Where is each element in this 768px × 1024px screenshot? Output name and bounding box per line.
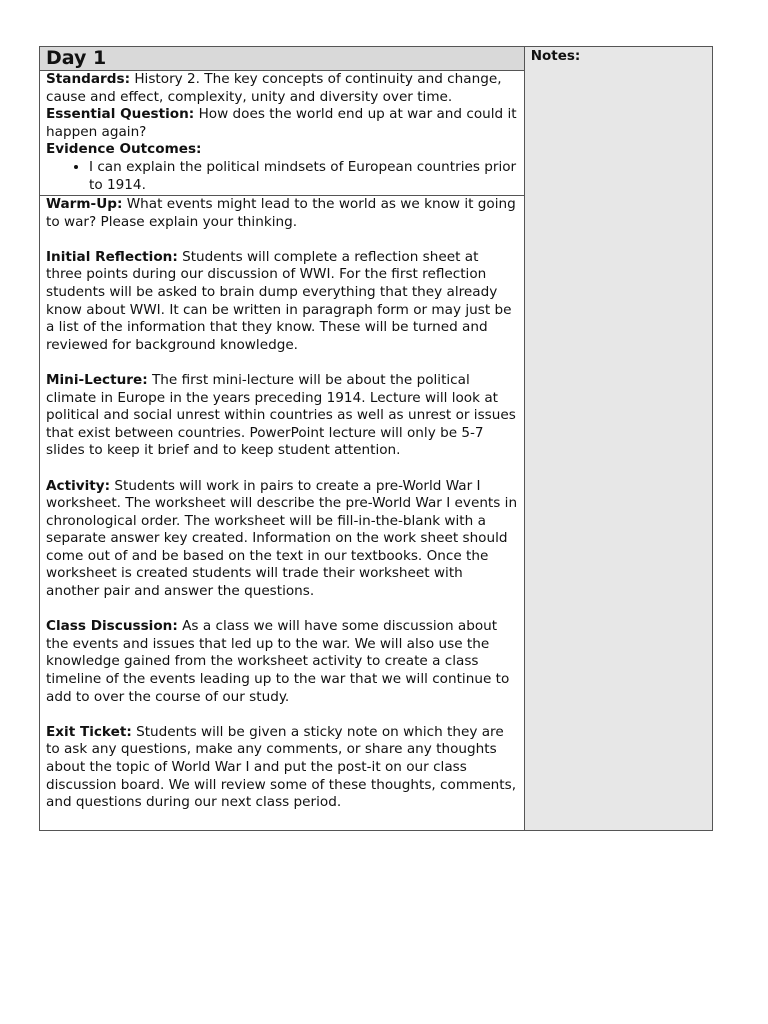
- mini-lecture-text: The first mini-lecture will be about the political climate in Europe in the years preceding 1914. Lecture will look at political and social unrest within countries as well as unrest or issues that exist between countries. PowerPoint lecture will only be 5-7 slides to keep it brief and to keep student attention.: [46, 371, 516, 459]
- activity-text: Students will work in pairs to create a pre-World War I worksheet. The worksheet will describe the pre-World War I events in chronological order. The worksheet will be fill-in-the-blank with a separate answer key created. Information on the work sheet should come out of and be based on the text in our textbooks. Once the worksheet is created students will trade their worksheet with another pair and answer the questions.: [46, 477, 518, 600]
- essential-question-label: Essential Question:: [46, 106, 195, 123]
- lesson-content-cell: [40, 196, 525, 831]
- initial-reflection-paragraph: [46, 249, 518, 355]
- lesson-content: [40, 196, 524, 812]
- warm-up-label: Warm-Up:: [46, 196, 123, 212]
- initial-reflection-text: Students will complete a reflection sheet at three points during our discussion of WWI. For the first reflection students will be asked to brain dump everything that they already know about WWI. It can be written in paragraph form or may just be a list of the information that they know. These will be turned and reviewed for background knowledge.: [46, 248, 512, 353]
- warm-up-text: What events might lead to the world as we know it going to war? Please explain your thinking.: [46, 196, 516, 230]
- evidence-outcomes-label: Evidence Outcomes:: [46, 141, 202, 158]
- exit-ticket-text: Students will be given a sticky note on which they are to ask any questions, make any comments, or share any thoughts about the topic of World War I and put the post-it on our class discussion board. We will review some of these thoughts, comments, and questions during our next class period.: [46, 723, 517, 811]
- notes-cell: [524, 47, 712, 831]
- standards-text: History 2. The key concepts of continuity and change, cause and effect, complexity, unity and diversity over time.: [46, 71, 502, 105]
- standards-cell: [40, 71, 525, 196]
- activity-paragraph: [46, 478, 518, 601]
- essential-question-line: [46, 106, 518, 141]
- evidence-outcomes-list: [46, 159, 518, 194]
- day-title: Day 1: [46, 47, 107, 69]
- exit-ticket-paragraph: [46, 724, 518, 812]
- initial-reflection-label: Initial Reflection:: [46, 248, 178, 265]
- exit-ticket-label: Exit Ticket:: [46, 723, 132, 740]
- warm-up-paragraph: [46, 196, 518, 231]
- standards-block: [40, 71, 524, 194]
- class-discussion-paragraph: [46, 618, 518, 706]
- standards-line: [46, 71, 518, 106]
- activity-label: Activity:: [46, 477, 111, 494]
- mini-lecture-label: Mini-Lecture:: [46, 371, 148, 388]
- notes-label: Notes:: [530, 48, 581, 64]
- lesson-plan-table: [39, 46, 713, 831]
- mini-lecture-paragraph: [46, 372, 518, 460]
- list-item: • I can explain the political mindsets of European countries prior to 1914.: [89, 159, 518, 194]
- standards-label: Standards:: [46, 71, 131, 87]
- day-title-cell: [40, 47, 525, 71]
- class-discussion-label: Class Discussion:: [46, 618, 178, 635]
- essential-question-text: How does the world end up at war and could it happen again?: [46, 106, 517, 140]
- class-discussion-text: As a class we will have some discussion about the events and issues that led up to the war. We will also use the knowledge gained from the worksheet activity to create a class timeline of the events leading up to the war that we will continue to add to over the course of our study.: [46, 618, 510, 705]
